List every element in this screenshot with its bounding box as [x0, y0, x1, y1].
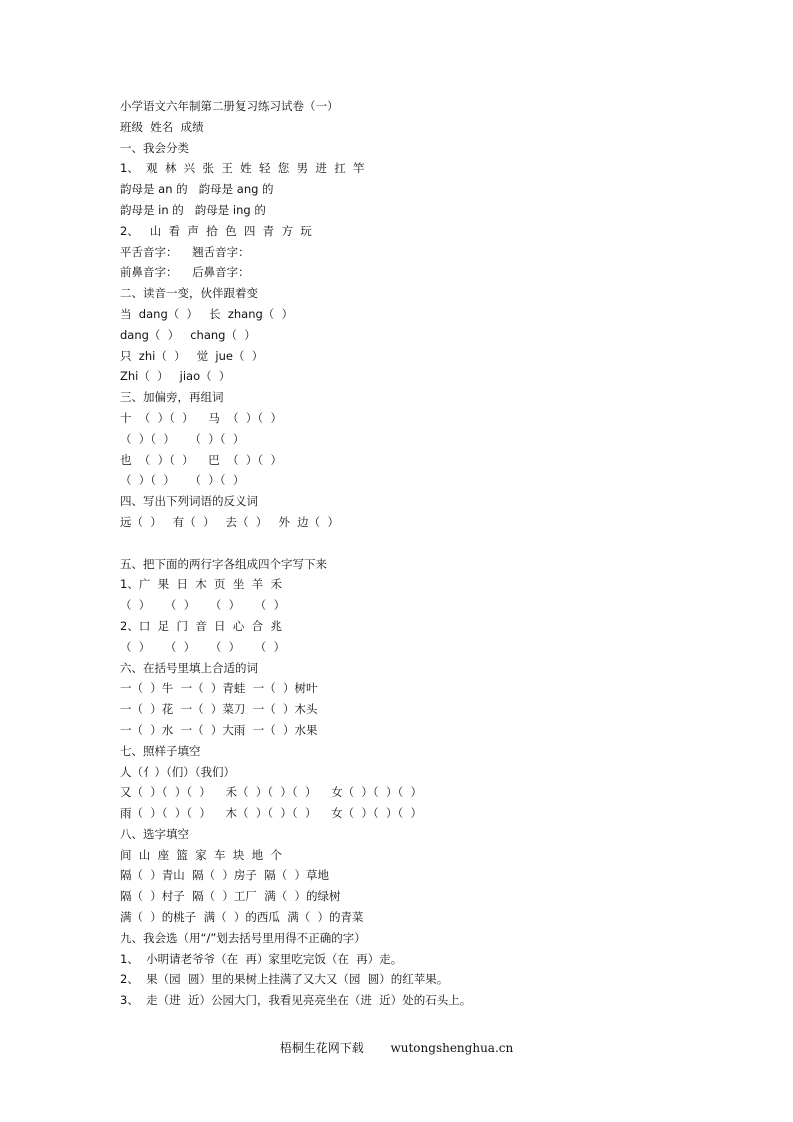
- text-line: 满（ ）的桃子 满（ ）的西瓜 满（ ）的青菜: [120, 910, 364, 925]
- text-line: 一、我会分类: [120, 140, 189, 155]
- text-line: 韵母是 in 的 韵母是 ing 的: [120, 202, 266, 217]
- text-line: 1、 观 林 兴 张 王 姓 轻 您 男 进 扛 竿: [120, 161, 365, 176]
- text-line: 2、口 足 门 音 日 心 合 兆: [120, 618, 282, 633]
- text-line: 1、 小明请老爷爷（在 再）家里吃完饭（在 再）走。: [120, 951, 403, 966]
- text-line: 雨（ ）（ ）（ ） 木（ ）（ ）（ ） 女（ ）（ ）（ ）: [120, 806, 423, 821]
- text-line: 韵母是 an 的 韵母是 ang 的: [120, 182, 274, 197]
- blank-line: [120, 533, 720, 554]
- text-line: 前鼻音字： 后鼻音字：: [120, 265, 250, 280]
- text-line: 一（ ）牛 一（ ）青蛙 一（ ）树叶: [120, 681, 318, 696]
- text-line: （ ）（ ） （ ）（ ）: [120, 431, 245, 446]
- text-line: 三、加偏旁，再组词: [120, 390, 224, 405]
- text-line: （ ） （ ） （ ） （ ）: [120, 598, 286, 613]
- text-line: 六、在括号里填上合适的词: [120, 660, 258, 675]
- text-line: （ ） （ ） （ ） （ ）: [120, 639, 286, 654]
- text-line: 平舌音字： 翘舌音字：: [120, 244, 250, 259]
- text-line: （ ）（ ） （ ）（ ）: [120, 473, 245, 488]
- text-line: 隔（ ）青山 隔（ ）房子 隔（ ）草地: [120, 868, 330, 883]
- text-line: 八、选字填空: [120, 826, 189, 841]
- text-line: 十 （ ）（ ） 马 （ ）（ ）: [120, 410, 282, 425]
- document-body: [120, 96, 720, 1011]
- text-line: 人（亻）（们）（我们）: [120, 764, 235, 779]
- text-line: Zhi（ ） jiao（ ）: [120, 369, 231, 384]
- text-line: 隔（ ）村子 隔（ ）工厂 满（ ）的绿树: [120, 889, 341, 904]
- text-line: 1、广 果 日 木 页 坐 羊 禾: [120, 577, 282, 592]
- text-line: 班级 姓名 成绩: [120, 119, 204, 134]
- text-line: 当 dang（ ） 长 zhang（ ）: [120, 306, 294, 321]
- text-line: 七、照样子填空: [120, 743, 201, 758]
- text-line: 二、读音一变，伙伴跟着变: [120, 286, 258, 301]
- page-footer: 梧桐生花网下载 wutongshenghua.cn: [279, 1041, 514, 1055]
- text-line: 又（ ）（ ）（ ） 禾（ ）（ ）（ ） 女（ ）（ ）（ ）: [120, 785, 423, 800]
- text-line: 九、我会选（用“/”划去括号里用得不正确的字）: [120, 930, 366, 945]
- text-line: 间 山 座 篮 家 车 块 地 个: [120, 847, 282, 862]
- text-line: dang（ ） chang（ ）: [120, 327, 256, 342]
- text-line: 2、 果（园 圆）里的果树上挂满了又大又（园 圆）的红苹果。: [120, 972, 449, 987]
- text-line: 小学语文六年制第二册复习练习试卷（一）: [120, 99, 339, 113]
- text-line: 五、把下面的两行字各组成四个字写下来: [120, 556, 327, 571]
- text-line: 只 zhi（ ） 觉 jue（ ）: [120, 348, 264, 363]
- text-line: 远（ ） 有（ ） 去（ ） 外 边（ ）: [120, 514, 339, 529]
- text-line: 2、 山 看 声 拾 色 四 青 方 玩: [120, 223, 312, 238]
- text-line: 一（ ）水 一（ ）大雨 一（ ）水果: [120, 722, 318, 737]
- text-line: 3、 走（进 近）公园大门，我看见亮亮坐在（进 近）处的石头上。: [120, 993, 472, 1008]
- text-line: 一（ ）花 一（ ）菜刀 一（ ）木头: [120, 702, 318, 717]
- text-line: 四、写出下列词语的反义词: [120, 494, 258, 509]
- text-line: 也 （ ）（ ） 巴 （ ）（ ）: [120, 452, 282, 467]
